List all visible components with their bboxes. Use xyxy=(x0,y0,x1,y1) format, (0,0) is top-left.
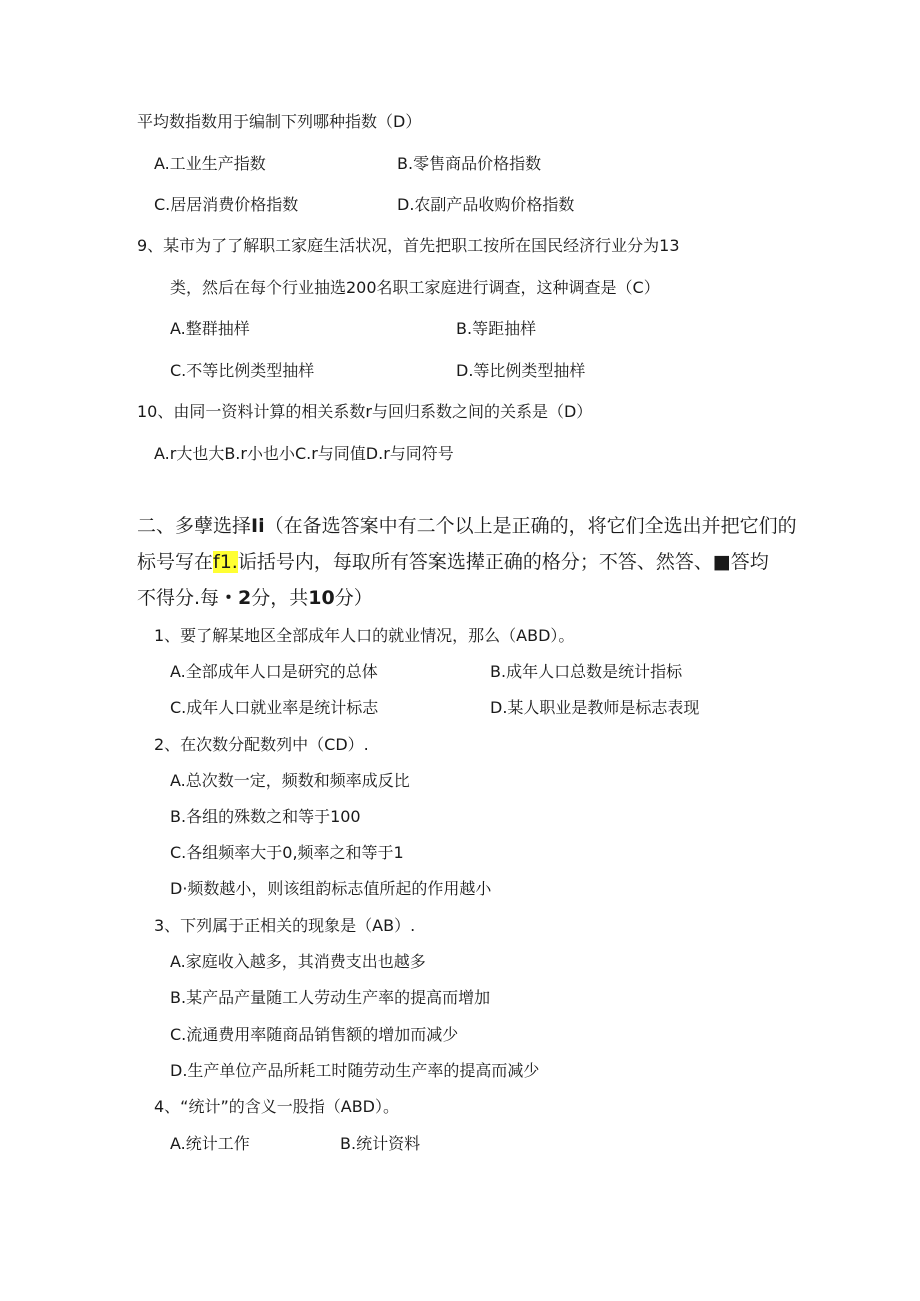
option-d: D.生产单位产品所耗工时随劳动生产率的提高而减少 xyxy=(170,1061,540,1080)
option-d: D.等比例类型抽样 xyxy=(456,361,586,380)
option-a: A.统计工作 xyxy=(170,1134,250,1153)
heading-text: ・2 xyxy=(219,587,252,609)
heading-text: 分） xyxy=(334,587,373,609)
option-a: A.总次数一定，频数和频率成反比 xyxy=(170,771,410,790)
heading-text: 分，共 xyxy=(251,587,309,609)
question-stem-line-2: 类，然后在每个行业抽选200名职工家庭进行调查，这种调查是（C） xyxy=(170,278,660,297)
section-heading-line-1 xyxy=(137,517,797,536)
heading-text: ■答均 xyxy=(712,551,769,573)
option-c: C.流通费用率随商品销售额的增加而减少 xyxy=(170,1025,459,1044)
heading-text: 不得分.每 xyxy=(137,587,220,609)
question-stem: 3、下列属于正相关的现象是（AB）. xyxy=(154,916,416,935)
option-a: A.工业生产指数 xyxy=(154,154,266,173)
heading-text: 标号写在 xyxy=(137,551,214,573)
option-b: B.统计资料 xyxy=(340,1134,421,1153)
question-stem: 平均数指数用于编制下列哪种指数（D） xyxy=(137,112,422,131)
option-d: D.某人职业是教师是标志表现 xyxy=(490,698,700,717)
option-c: C.居居消费价格指数 xyxy=(154,195,299,214)
question-stem-line-1: 9、某市为了了解职工家庭生活状况，首先把职工按所在国民经济行业分为13 xyxy=(137,236,680,255)
option-c: C.各组频率大于0,频率之和等于1 xyxy=(170,843,404,862)
heading-text: 二、多孽选择 xyxy=(137,515,252,537)
option-c: C.成年人口就业率是统计标志 xyxy=(170,698,379,717)
heading-text: Ii xyxy=(251,515,265,537)
section-heading-line-2 xyxy=(137,553,769,572)
option-d: D·频数越小，则该组韵标志值所起的作用越小 xyxy=(170,879,492,898)
question-stem: 4、“统计”的含义一股指（ABD）。 xyxy=(154,1097,400,1116)
question-stem: 10、由同一资料计算的相关系数r与回归系数之间的关系是（D） xyxy=(137,402,593,421)
option-b: B.零售商品价格指数 xyxy=(397,154,542,173)
question-stem: 2、在次数分配数列中（CD）. xyxy=(154,735,369,754)
option-b: B.各组的殊数之和等于100 xyxy=(170,807,361,826)
section-heading-line-3 xyxy=(137,589,373,608)
option-a: A.整群抽样 xyxy=(170,319,250,338)
heading-text: 10 xyxy=(308,587,335,609)
option-b: B.成年人口总数是统计指标 xyxy=(490,662,683,681)
option-c: C.不等比例类型抽样 xyxy=(170,361,315,380)
option-b: B.某产品产量随工人劳动生产率的提高而增加 xyxy=(170,988,491,1007)
option-a: A.家庭收入越多，其消费支出也越多 xyxy=(170,952,426,971)
option-b: B.等距抽样 xyxy=(456,319,537,338)
option-d: D.农副产品收购价格指数 xyxy=(397,195,575,214)
heading-text: 诟括号内，每取所有答案选撵正确的格分；不答、然答、 xyxy=(237,551,713,573)
option-a: A.全部成年人口是研究的总体 xyxy=(170,662,378,681)
options-line: A.r大也大B.r小也小C.r与同值D.r与同符号 xyxy=(154,444,454,463)
heading-text: （在备选答案中有二个以上是正确的，将它们全选出并把它们的 xyxy=(264,515,797,537)
highlighted-text: f1. xyxy=(213,551,238,573)
question-stem: 1、要了解某地区全部成年人口的就业情况，那么（ABD）。 xyxy=(154,626,575,645)
